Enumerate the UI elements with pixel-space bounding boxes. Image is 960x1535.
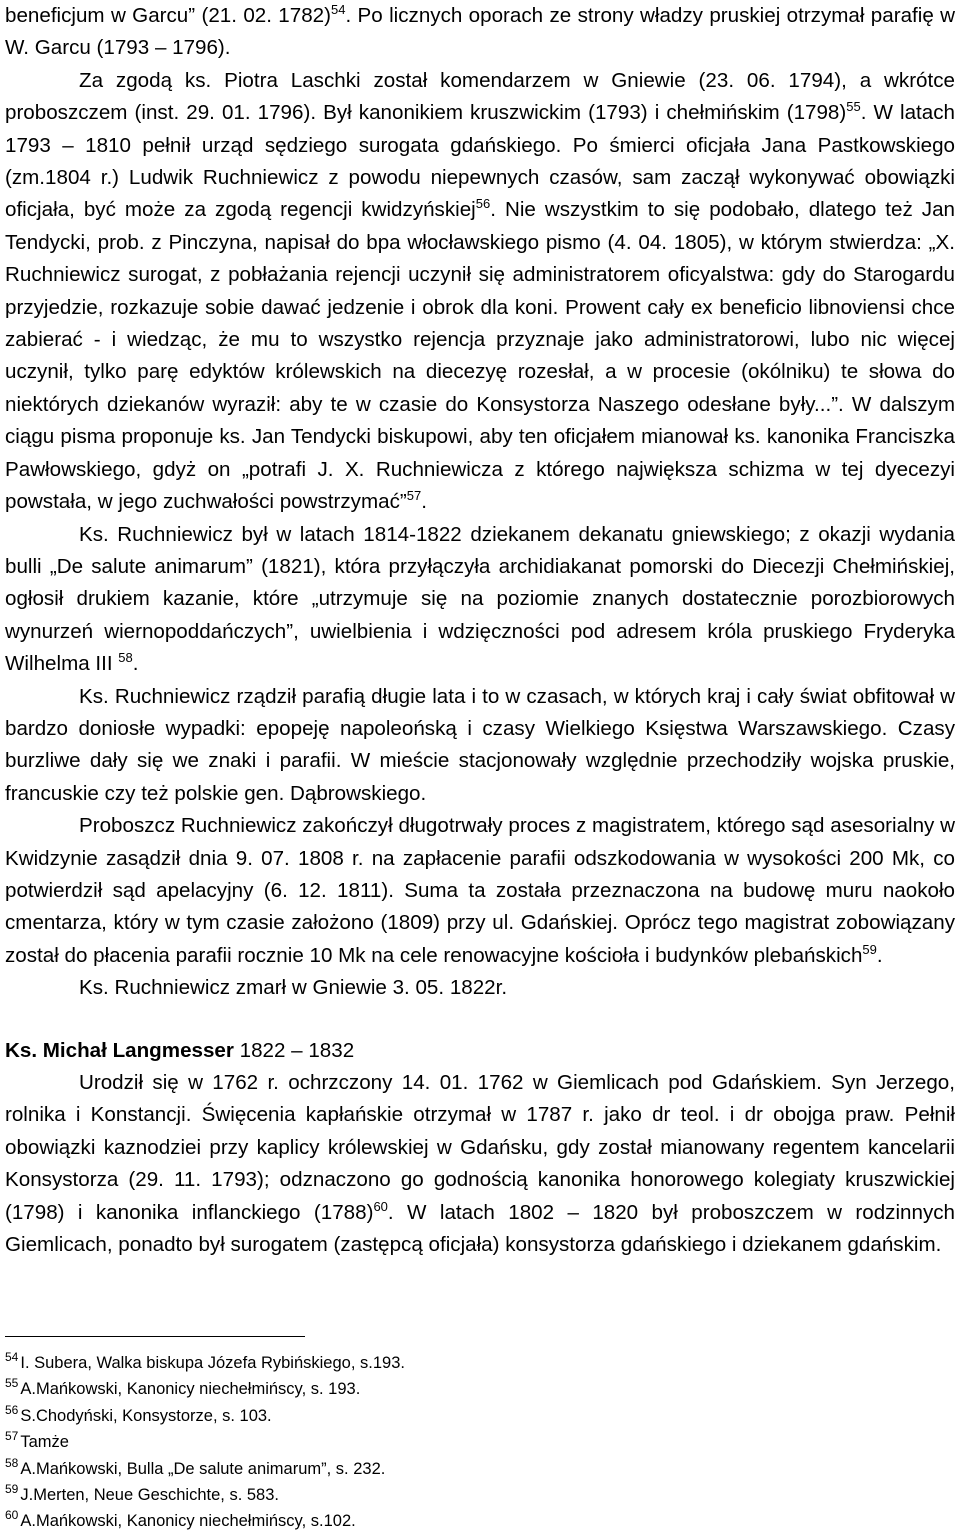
footnote (5, 1482, 805, 1508)
body-text-2 (5, 1067, 955, 1261)
footnote-reference: 58 (118, 650, 133, 666)
footnote-number: 57 (5, 1429, 19, 1444)
paragraph-text: Za zgodą ks. Piotra Laschki został komendarzem w Gniewie (23. 06. 1794), a wkrótce proboszczem (inst. 29. 01. 1796). Był kanonikiem kruszwickim (1793) i chełmińskim (1798) (5, 68, 955, 125)
paragraph-text: . (876, 943, 883, 967)
paragraph (5, 519, 955, 681)
paragraph (5, 681, 955, 811)
footnote-reference: 56 (475, 196, 491, 212)
paragraph-text: . W latach 1793 – 1810 pełnił urząd sędziego surogata gdańskiego. Po śmierci oficjała Jana Pastkowskiego (zm.1804 r.) Ludwik Ruchniewicz z powodu niepewnych czasów, sam zaczął wykonywać obowiązki oficjała, być może za zgodą regencji kwidzyńskiej (5, 101, 955, 222)
paragraph-text: Ks. Ruchniewicz zmarł w Gniewie 3. 05. 1822r. (79, 976, 508, 1000)
paragraph-text: Ks. Ruchniewicz rządził parafią długie lata i to w czasach, w których kraj i cały świat obfitował w bardzo doniosłe wypadki: epopeję napoleońską i czasy Wielkiego Księstwa Warszawskiego. Czasy burzliwe dały się we znaki i parafii. W mieście stacjonowały względnie przechodziły wojska pruskie, francuskie czy też polskie gen. Dąbrowskiego. (5, 684, 955, 805)
paragraph-text: . (132, 652, 139, 676)
footnote-number: 54 (5, 1350, 19, 1364)
footnote-number: 55 (5, 1376, 19, 1391)
footnote (5, 1350, 805, 1376)
footnote-number: 58 (5, 1455, 19, 1470)
footnote-reference: 57 (406, 488, 422, 504)
heading-name: Ks. Michał Langmesser (5, 1038, 234, 1062)
paragraph-text: . (421, 490, 427, 514)
footnote (5, 1403, 805, 1429)
paragraph (5, 65, 955, 519)
paragraph-text: Urodził się w 1762 r. ochrzczony 14. 01. 1762 w Giemlicach pod Gdańskiem. Syn Jerzego, rolnika i Konstancji. Święcenia kapłańskie otrzymał w 1787 r. jako dr teol. i dr obojga praw. Pełnił obowiązki kaznodziei przy kaplicy królewskiej w Gdańsku, gdy został mianowany regentem kancelarii Konsystorza (29. 11. 1793); odznaczono go godnością kanonika honorowego kolegiaty kruszwickiej (1798) i kanonika inflanckiego (1788) (5, 1071, 955, 1224)
paragraph (5, 810, 955, 972)
footnote-text: Tamże (20, 1433, 69, 1452)
footnote-number: 56 (5, 1402, 19, 1417)
footnote-text: I. Subera, Walka biskupa Józefa Rybińskiego, s.193. (20, 1354, 405, 1372)
footnote-text: J.Merten, Neue Geschichte, s. 583. (20, 1486, 279, 1505)
heading-years: 1822 – 1832 (233, 1038, 355, 1062)
footnote-text: S.Chodyński, Konsystorze, s. 103. (20, 1406, 272, 1425)
footnote (5, 1508, 805, 1534)
paragraph-text: . Nie wszystkim to się podobało, dlatego też Jan Tendycki, prob. z Pinczyna, napisał do bpa włocławskiego pismo (4. 04. 1805), w którym stwierdza: „X. Ruchniewicz surogat, z pobłażania rejencji uczynił się administratorem oficyalstwa: gdy do Starogardu przyjedzie, rozkazuje sobie dawać jedzenie i obrok dla koni. Prowent cały ex beneficio libnoviensi chce zabierać - i wiedząc, że mu to wszystko rejencja przyznaje jako administratorowi, lubo nic więcej uczynił, tylko parę edyktów królewskich na diecezyę rozesłał, a w procesie (okólniku) te słowa do niektórych dziekanów wyraził: aby te w czasie do Konsystorza Naszego odesłane były...”. W dalszym ciągu pisma proponuje ks. Jan Tendycki biskupowi, aby ten oficjałem mianował ks. kanonika Franciszka Pawłowskiego, gdyż on „potrafi J. X. Ruchniewicza z którego największa schizma w tej dyecezyi powstała, w jego zuchwałości powstrzymać” (5, 198, 955, 514)
paragraph-text: Ks. Ruchniewicz był w latach 1814-1822 dziekanem dekanatu gniewskiego; z okazji wydania bulli „De salute animarum” (1821), która przyłączyła archidiakanat pomorski do Diecezji Chełmińskiej, ogłosił drukiem kazanie, które „utrzymuje się na poziomie znanych dostatecznie porozbiorowych wynurzeń wiernopoddańczych”, uwielbienia i wdzięczności pod adresem króla pruskiego Fryderyka Wilhelma III (5, 522, 955, 676)
footnote (5, 1376, 805, 1402)
paragraph-text: beneficjum w Garcu” (21. 02. 1782) (5, 4, 331, 27)
footnote-reference: 59 (862, 941, 877, 957)
footnote (5, 1456, 805, 1482)
paragraph (5, 972, 955, 1004)
footnote-separator (5, 1336, 305, 1337)
document-page (5, 0, 955, 1261)
footnote-reference: 55 (846, 99, 861, 115)
footnote-reference: 54 (330, 2, 346, 17)
footnote-text: A.Mańkowski, Kanonicy niechełmińscy, s.102. (20, 1512, 356, 1531)
body-text (5, 0, 955, 1005)
footnote-text: A.Mańkowski, Bulla „De salute animarum”, s. 232. (20, 1459, 386, 1478)
section-heading (5, 1035, 955, 1067)
footnote-number: 59 (5, 1482, 19, 1497)
footnote (5, 1429, 805, 1455)
footnote-reference: 60 (373, 1198, 388, 1214)
paragraph (5, 1067, 955, 1261)
paragraph (5, 0, 955, 65)
footnote-text: A.Mańkowski, Kanonicy niechełmińscy, s. 193. (20, 1380, 361, 1399)
paragraph-text: . Po licznych oporach ze strony władzy pruskiej otrzymał parafię w W. Garcu (1793 – 1796). (5, 4, 955, 60)
footnote-number: 60 (5, 1508, 19, 1523)
footnotes (5, 1350, 805, 1535)
paragraph-text: Proboszcz Ruchniewicz zakończył długotrwały proces z magistratem, którego sąd asesorialny w Kwidzynie zasądził dnia 9. 07. 1808 r. na zapłacenie parafii odszkodowania w wysokości 200 Mk, co potwierdził sąd apelacyjny (6. 12. 1811). Suma ta została przeznaczona na budowę muru naokoło cmentarza, który w tym czasie założono (1809) przy ul. Gdańskiej. Oprócz tego magistrat zobowiązany został do płacenia parafii rocznie 10 Mk na cele renowacyjne kościoła i budynków plebańskich (5, 814, 955, 967)
paragraph-text: . W latach 1802 – 1820 był proboszczem w rodzinnych Giemlicach, ponadto był surogatem (zastępcą oficjała) konsystorza gdańskiego i dziekanem gdańskim. (5, 1200, 955, 1257)
